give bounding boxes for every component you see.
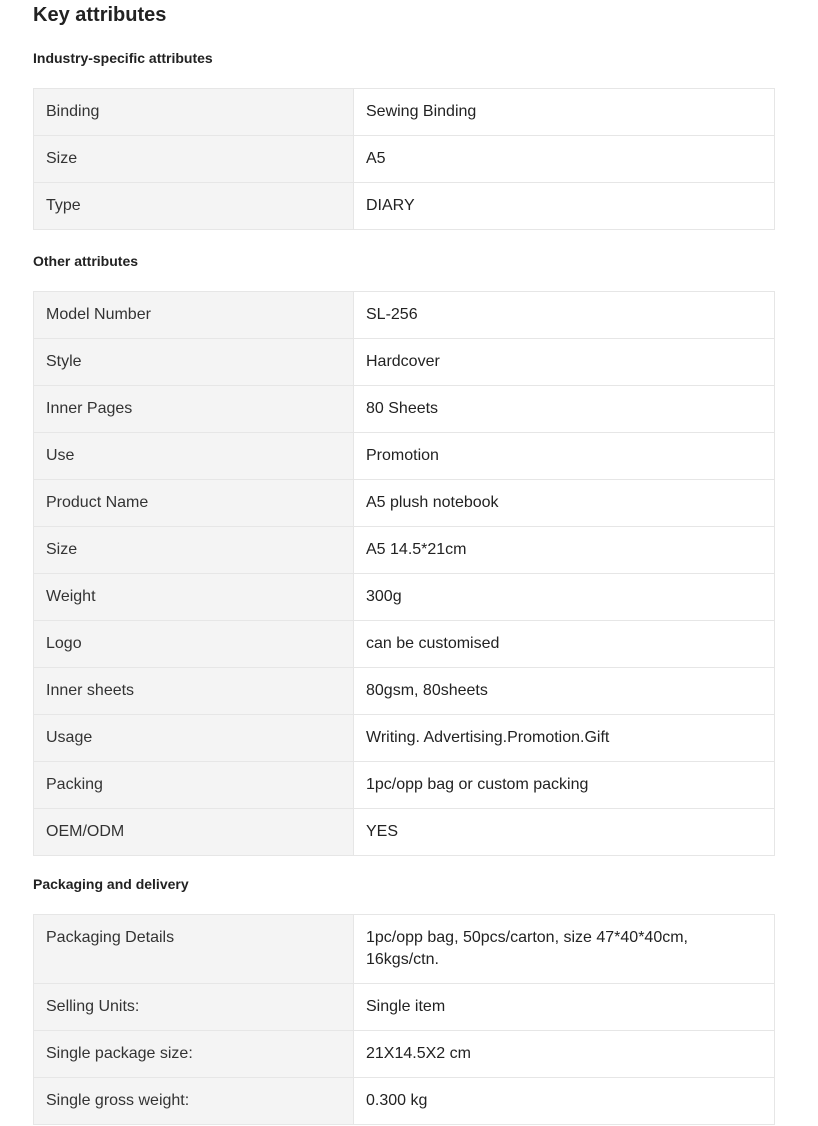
table-row — [34, 339, 775, 386]
packaging-delivery-table — [33, 914, 775, 1125]
section-title-other: Other attributes — [33, 253, 139, 269]
attribute-value: 300g — [354, 574, 775, 621]
table-row — [34, 809, 775, 856]
table-row — [34, 292, 775, 339]
attribute-key: Style — [34, 339, 354, 386]
attribute-key: Single gross weight: — [34, 1078, 354, 1125]
attribute-key: Single package size: — [34, 1031, 354, 1078]
table-row — [34, 480, 775, 527]
attribute-key: Packing — [34, 762, 354, 809]
attribute-key: Packaging Details — [34, 915, 354, 984]
attribute-value: Sewing Binding — [354, 89, 775, 136]
attribute-value: 1pc/opp bag or custom packing — [354, 762, 775, 809]
industry-attributes-table — [33, 88, 775, 230]
attribute-key: Inner Pages — [34, 386, 354, 433]
attribute-value: 21X14.5X2 cm — [354, 1031, 775, 1078]
attribute-key: Weight — [34, 574, 354, 621]
attribute-value: 80gsm, 80sheets — [354, 668, 775, 715]
attribute-value: Hardcover — [354, 339, 775, 386]
table-row — [34, 668, 775, 715]
table-row — [34, 621, 775, 668]
table-row — [34, 1031, 775, 1078]
attribute-key: Model Number — [34, 292, 354, 339]
attribute-key: Usage — [34, 715, 354, 762]
attribute-key: OEM/ODM — [34, 809, 354, 856]
attribute-value: Promotion — [354, 433, 775, 480]
attribute-key: Size — [34, 527, 354, 574]
section-title-packaging-delivery: Packaging and delivery — [33, 876, 189, 892]
attribute-value: A5 plush notebook — [354, 480, 775, 527]
table-row — [34, 89, 775, 136]
attribute-value: Single item — [354, 984, 775, 1031]
other-attributes-table — [33, 291, 775, 856]
attribute-key: Selling Units: — [34, 984, 354, 1031]
table-row — [34, 574, 775, 621]
attribute-value: 80 Sheets — [354, 386, 775, 433]
table-row — [34, 433, 775, 480]
attribute-value: can be customised — [354, 621, 775, 668]
attribute-value: A5 — [354, 136, 775, 183]
table-row — [34, 762, 775, 809]
section-title-industry-specific: Industry-specific attributes — [33, 50, 213, 66]
table-row — [34, 915, 775, 984]
attribute-value: DIARY — [354, 183, 775, 230]
attribute-key: Product Name — [34, 480, 354, 527]
attribute-value: Writing. Advertising.Promotion.Gift — [354, 715, 775, 762]
attribute-key: Binding — [34, 89, 354, 136]
table-row — [34, 386, 775, 433]
attribute-value: A5 14.5*21cm — [354, 527, 775, 574]
attribute-value: YES — [354, 809, 775, 856]
attribute-key: Type — [34, 183, 354, 230]
table-row — [34, 715, 775, 762]
table-row — [34, 1078, 775, 1125]
attribute-value: 1pc/opp bag, 50pcs/carton, size 47*40*40cm, 16kgs/ctn. — [354, 915, 775, 984]
attribute-key: Inner sheets — [34, 668, 354, 715]
attribute-value: SL-256 — [354, 292, 775, 339]
attribute-key: Size — [34, 136, 354, 183]
attribute-key: Use — [34, 433, 354, 480]
attribute-key: Logo — [34, 621, 354, 668]
table-row — [34, 183, 775, 230]
page-title: Key attributes — [33, 4, 167, 26]
table-row — [34, 527, 775, 574]
table-row — [34, 136, 775, 183]
attribute-value: 0.300 kg — [354, 1078, 775, 1125]
table-row — [34, 984, 775, 1031]
